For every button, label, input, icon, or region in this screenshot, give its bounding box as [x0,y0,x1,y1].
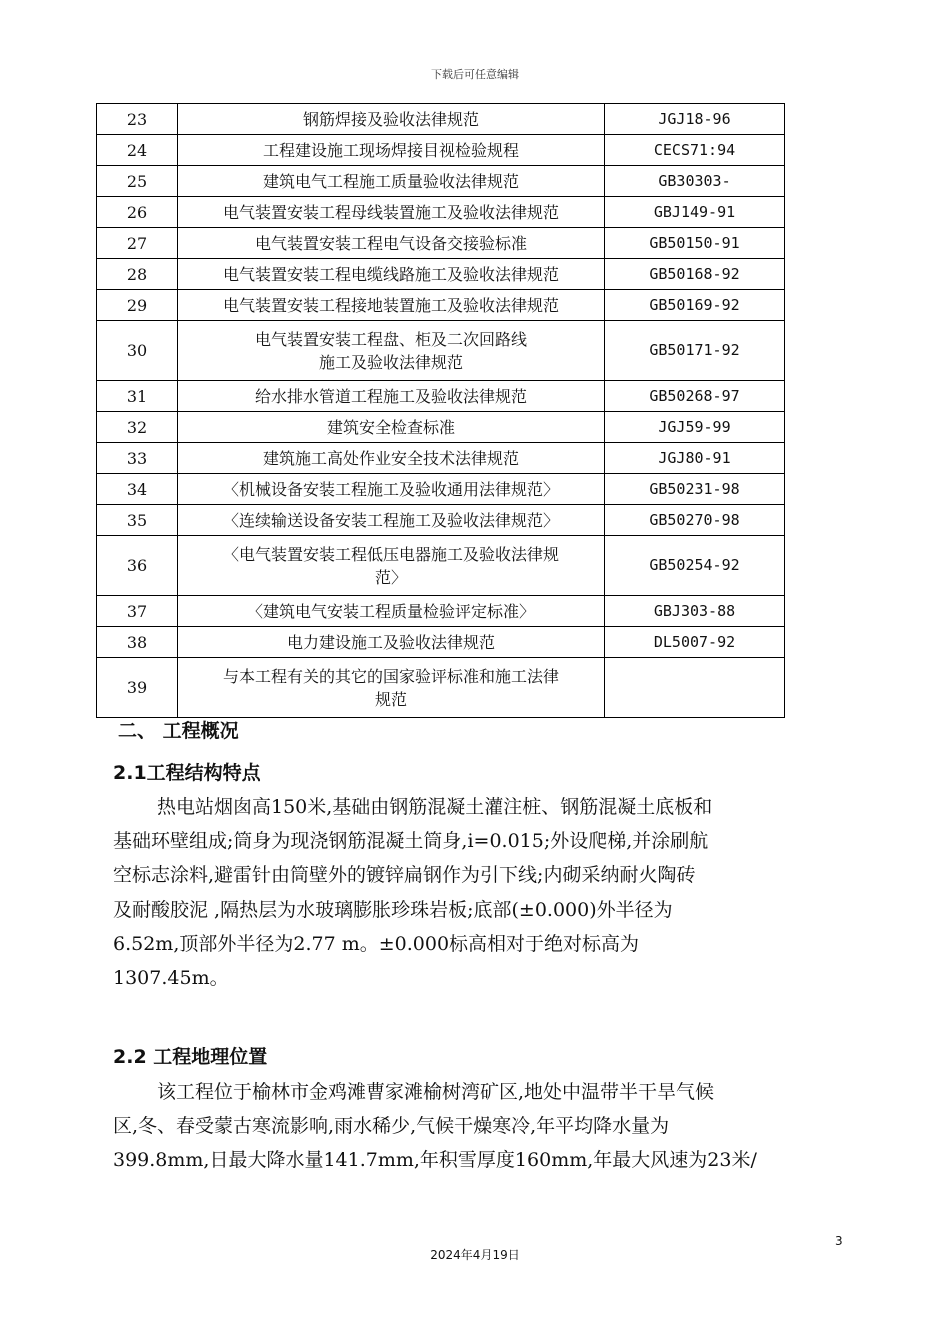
standard-name-line: 工程建设施工现场焊接目视检验规程 [262,140,519,160]
standard-name-cell [178,474,605,505]
structure-paragraph [113,790,847,995]
standard-name-line-2: 施工及验收法律规范 [318,352,463,372]
standard-name-cell [178,166,605,197]
standard-name-line: 给水排水管道工程施工及验收法律规范 [254,386,527,406]
standard-name-cell [178,505,605,536]
standard-code-cell: CECS71:94 [605,135,785,166]
table-row [97,505,785,536]
standard-code-cell: GB50231-98 [605,474,785,505]
standard-name-cell [178,443,605,474]
standard-name-cell [178,658,605,718]
standard-name-line: 钢筋焊接及验收法律规范 [302,109,479,129]
row-number-cell: 32 [97,412,178,443]
row-number-cell: 31 [97,381,178,412]
structure-line-4: 及耐酸胶泥 ,隔热层为水玻璃膨胀珍珠岩板;底部(±0.000)外半径为 [113,898,673,921]
table-row [97,627,785,658]
standard-name-cell [178,228,605,259]
standard-code-cell: GB30303- [605,166,785,197]
standard-name-line: 电气装置安装工程电气设备交接验标准 [254,233,527,253]
standard-code-cell: GB50270-98 [605,505,785,536]
standards-table-body [97,104,785,718]
row-number-cell: 24 [97,135,178,166]
table-row [97,290,785,321]
table-row [97,412,785,443]
standard-code-cell: GB50268-97 [605,381,785,412]
standard-code-cell: JGJ18-96 [605,104,785,135]
standard-name-line: 建筑安全检查标准 [326,417,455,437]
standards-table [96,103,785,718]
standard-code-cell: JGJ80-91 [605,443,785,474]
standard-name-line: 电气装置安装工程母线装置施工及验收法律规范 [222,202,559,222]
table-row [97,443,785,474]
table-row [97,259,785,290]
structure-line-2: 基础环壁组成;筒身为现浇钢筋混凝土筒身,i=0.015;外设爬梯,并涂刷航 [113,830,709,853]
table-row [97,135,785,166]
standard-name-cell [178,321,605,381]
table-row [97,228,785,259]
row-number-cell: 29 [97,290,178,321]
standard-name-line: 〈建筑电气安装工程质量检验评定标准〉 [246,601,535,621]
standard-code-cell: GB50169-92 [605,290,785,321]
standard-code-cell: GB50254-92 [605,536,785,596]
standard-name-cell [178,627,605,658]
standard-name-cell [178,259,605,290]
section-title-overview: 二、 工程概况 [118,720,239,742]
standard-name-line: 电力建设施工及验收法律规范 [286,632,495,652]
standard-name-line: 建筑施工高处作业安全技术法律规范 [262,448,519,468]
standard-name-cell [178,104,605,135]
standard-name-cell [178,596,605,627]
section-title-location: 2.2 工程地理位置 [113,1046,268,1068]
page-footer-date: 2024年4月19日 [430,1248,520,1262]
location-line-2: 区,冬、春受蒙古寒流影响,雨水稀少,气候干燥寒冷,年平均降水量为 [113,1115,670,1138]
location-line-1: 该工程位于榆林市金鸡滩曹家滩榆树湾矿区,地处中温带半干旱气候 [157,1081,715,1103]
standard-name-line: 建筑电气工程施工质量验收法律规范 [262,171,519,191]
table-row [97,658,785,718]
row-number-cell: 26 [97,197,178,228]
standard-name-line: 〈机械设备安装工程施工及验收通用法律规范〉 [222,479,559,499]
standard-name-line: 〈电气装置安装工程低压电器施工及验收法律规 [222,544,559,564]
table-row [97,104,785,135]
row-number-cell: 36 [97,536,178,596]
standard-name-cell [178,135,605,166]
standard-name-cell [178,197,605,228]
page-header: 下载后可任意编辑 [431,68,519,81]
section-title-structure: 2.1工程结构特点 [113,762,261,784]
standard-code-cell: DL5007-92 [605,627,785,658]
standard-code-cell: GB50168-92 [605,259,785,290]
row-number-cell: 27 [97,228,178,259]
standard-name-line: 与本工程有关的其它的国家验评标准和施工法律 [222,666,559,686]
standard-code-cell: GB50150-91 [605,228,785,259]
standard-name-line: 电气装置安装工程盘、柜及二次回路线 [254,329,527,349]
structure-line-5: 6.52m,顶部外半径为2.77 m。±0.000标高相对于绝对标高为 [113,932,640,955]
row-number-cell: 23 [97,104,178,135]
location-paragraph [113,1075,847,1178]
standard-code-cell: GBJ149-91 [605,197,785,228]
table-row [97,536,785,596]
table-row [97,596,785,627]
table-row [97,166,785,197]
standard-code-cell: GB50171-92 [605,321,785,381]
standard-name-line-2: 范〉 [374,567,407,587]
row-number-cell: 30 [97,321,178,381]
standard-name-cell [178,412,605,443]
structure-line-3: 空标志涂料,避雷针由筒壁外的镀锌扁钢作为引下线;内砌采纳耐火陶砖 [113,864,696,887]
row-number-cell: 35 [97,505,178,536]
row-number-cell: 38 [97,627,178,658]
standard-code-cell [605,658,785,718]
table-row [97,321,785,381]
standard-name-line: 电气装置安装工程接地装置施工及验收法律规范 [222,295,559,315]
table-row [97,197,785,228]
standard-name-line: 〈连续输送设备安装工程施工及验收法律规范〉 [222,510,559,530]
row-number-cell: 25 [97,166,178,197]
row-number-cell: 37 [97,596,178,627]
location-line-3: 399.8mm,日最大降水量141.7mm,年积雪厚度160mm,年最大风速为23米/ [113,1149,757,1172]
standard-name-cell [178,536,605,596]
standard-code-cell: JGJ59-99 [605,412,785,443]
standard-code-cell: GBJ303-88 [605,596,785,627]
structure-line-1: 热电站烟囱高150米,基础由钢筋混凝土灌注桩、钢筋混凝土底板和 [157,796,713,818]
standard-name-cell [178,381,605,412]
standard-name-line: 电气装置安装工程电缆线路施工及验收法律规范 [222,264,559,284]
table-row [97,474,785,505]
row-number-cell: 39 [97,658,178,718]
row-number-cell: 34 [97,474,178,505]
standard-name-line-2: 规范 [374,689,407,709]
table-row [97,381,785,412]
row-number-cell: 28 [97,259,178,290]
standard-name-cell [178,290,605,321]
page-number: 3 [835,1234,843,1248]
row-number-cell: 33 [97,443,178,474]
structure-line-6: 1307.45m。 [113,967,229,990]
